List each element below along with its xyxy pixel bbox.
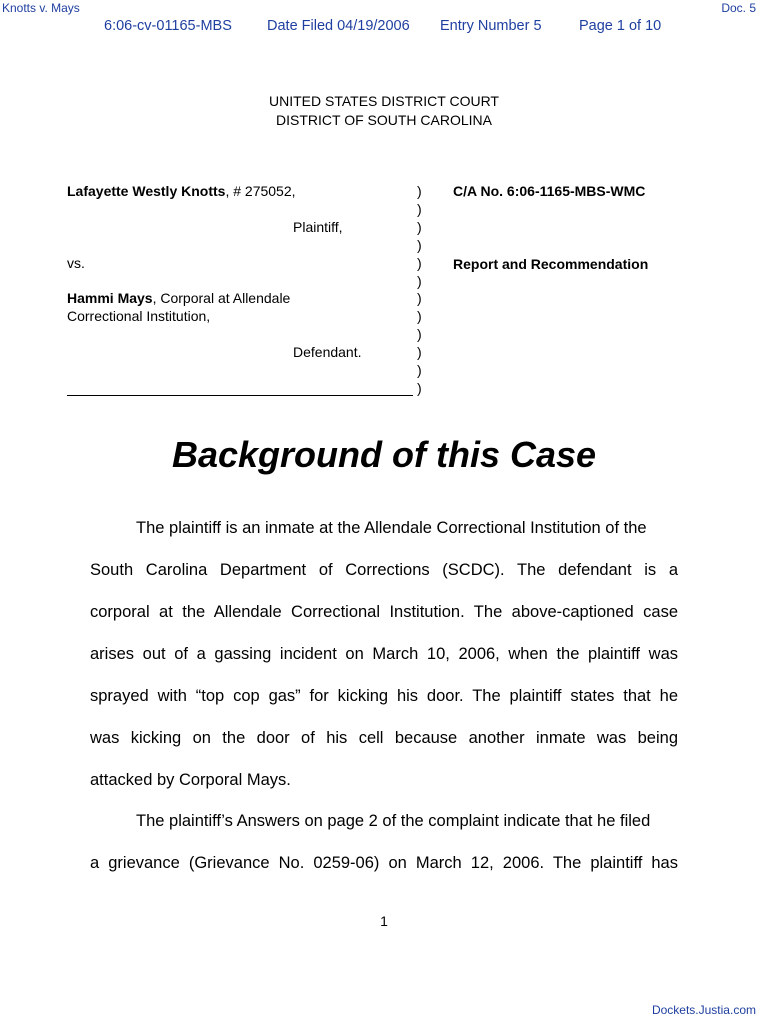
body-line: attacked by Corporal Mays. [90, 771, 291, 789]
versus-label: vs. [67, 255, 85, 271]
body-line: The plaintiff’s Answers on page 2 of the complaint indicate that he filed [136, 812, 651, 830]
page-number: 1 [380, 913, 388, 929]
caption-paren: ) [417, 308, 422, 324]
body-line: sprayed with “top cop gas” for kicking his door. The plaintiff states that he [90, 687, 678, 705]
case-ca-number: C/A No. 6:06-1165-MBS-WMC [453, 183, 646, 199]
body-line: was kicking on the door of his cell because another inmate was being [90, 729, 678, 747]
plaintiff-name: Lafayette Westly Knotts [67, 183, 226, 199]
defendant-line [67, 290, 290, 306]
caption-paren: ) [417, 255, 422, 271]
date-filed: Date Filed 04/19/2006 [267, 18, 410, 34]
caption-paren: ) [417, 183, 422, 199]
source-link[interactable]: Dockets.Justia.com [651, 1003, 756, 1017]
body-line: a grievance (Grievance No. 0259-06) on March 12, 2006. The plaintiff has [90, 854, 678, 872]
doc-number-link[interactable]: Doc. 5 [721, 1, 756, 15]
page-indicator: Page 1 of 10 [579, 18, 662, 34]
caption-paren: ) [417, 201, 422, 217]
caption-paren: ) [417, 362, 422, 378]
caption-paren: ) [417, 344, 422, 360]
court-district: DISTRICT OF SOUTH CAROLINA [276, 112, 492, 128]
body-line: The plaintiff is an inmate at the Allendale Correctional Institution of the [136, 519, 647, 537]
caption-paren: ) [417, 326, 422, 342]
defendant-name: Hammi Mays [67, 290, 153, 306]
defendant-role: Defendant. [293, 344, 362, 360]
caption-paren: ) [417, 219, 422, 235]
court-name: UNITED STATES DISTRICT COURT [269, 93, 499, 109]
defendant-desc-2: Correctional Institution, [67, 308, 211, 324]
plaintiff-role: Plaintiff, [293, 219, 343, 235]
body-line: arises out of a gassing incident on March 10, 2006, when the plaintiff was [90, 645, 678, 663]
case-number: 6:06-cv-01165-MBS [104, 18, 232, 34]
plaintiff-id: , # 275052, [225, 183, 296, 199]
caption-paren: ) [417, 290, 422, 306]
plaintiff-line [67, 183, 296, 199]
caption-paren: ) [417, 237, 422, 253]
caption-paren: ) [417, 380, 422, 396]
caption-paren: ) [417, 273, 422, 289]
caption-rule [67, 395, 413, 396]
body-line: South Carolina Department of Corrections (SCDC). The defendant is a [90, 561, 678, 579]
body-line: corporal at the Allendale Correctional Institution. The above-captioned case [90, 603, 678, 621]
case-name-link[interactable]: Knotts v. Mays [2, 1, 80, 15]
report-title: Report and Recommendation [453, 256, 649, 272]
entry-number: Entry Number 5 [440, 18, 542, 34]
section-title: Background of this Case [171, 434, 597, 475]
defendant-desc: , Corporal at Allendale [152, 290, 291, 306]
